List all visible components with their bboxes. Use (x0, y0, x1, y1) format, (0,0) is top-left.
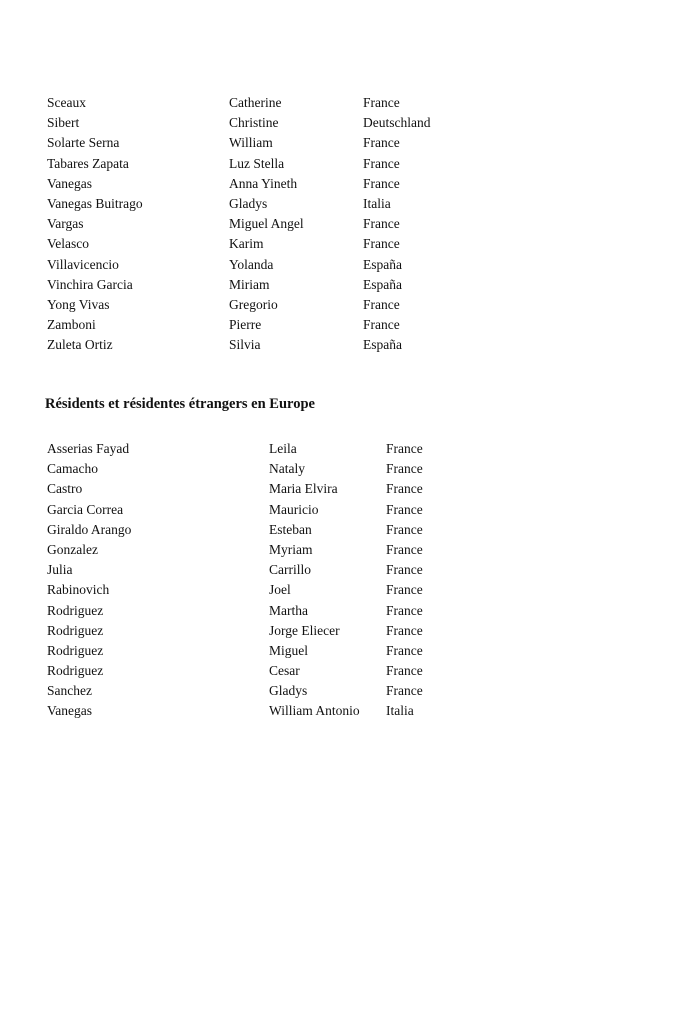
given-name-cell: Yolanda (229, 256, 274, 272)
country-cell: España (363, 337, 402, 353)
given-name-cell: Esteban (269, 521, 312, 537)
country-cell: France (363, 296, 400, 312)
table-row (0, 681, 684, 701)
table-row (0, 439, 684, 459)
country-cell: France (363, 317, 400, 333)
given-name-cell: Miriam (229, 276, 270, 292)
given-name-cell: Carrillo (269, 562, 311, 578)
country-cell: France (386, 481, 423, 497)
table-row (0, 540, 684, 560)
given-name-cell: Catherine (229, 95, 282, 110)
names-table-foreign-residents (0, 439, 684, 722)
surname-cell: Julia (47, 562, 73, 578)
table-row (0, 661, 684, 681)
given-name-cell: Leila (269, 441, 297, 456)
table-row (0, 335, 684, 355)
given-name-cell: Jorge Eliecer (269, 622, 340, 638)
surname-cell: Sibert (47, 115, 80, 131)
table-row (0, 154, 684, 174)
country-cell: France (386, 441, 423, 456)
given-name-cell: Luz Stella (229, 155, 285, 171)
surname-cell: Vargas (47, 216, 84, 232)
given-name-cell: Gladys (269, 683, 308, 699)
country-cell: España (363, 276, 402, 292)
surname-cell: Rodriguez (47, 622, 104, 638)
table-row (0, 520, 684, 540)
table-row (0, 601, 684, 621)
country-cell: España (363, 256, 402, 272)
surname-cell: Zuleta Ortiz (47, 337, 113, 353)
surname-cell: Vanegas (47, 703, 92, 719)
given-name-cell: Gregorio (229, 296, 278, 312)
given-name-cell: Martha (269, 602, 308, 618)
table-row (0, 113, 684, 133)
surname-cell: Giraldo Arango (47, 521, 132, 537)
surname-cell: Yong Vivas (47, 296, 110, 312)
given-name-cell: Anna Yineth (229, 175, 298, 191)
given-name-cell: Silvia (229, 337, 261, 353)
table-row (0, 560, 684, 580)
country-cell: France (386, 521, 423, 537)
section-heading-foreign-residents: Résidents et résidentes étrangers en Europe (45, 396, 315, 412)
country-cell: France (386, 622, 423, 638)
surname-cell: Sceaux (47, 95, 86, 110)
surname-cell: Garcia Correa (47, 501, 124, 517)
surname-cell: Zamboni (47, 317, 96, 333)
table-row (0, 214, 684, 234)
country-cell: France (386, 602, 423, 618)
given-name-cell: Pierre (229, 317, 262, 333)
table-row (0, 479, 684, 499)
country-cell: France (386, 562, 423, 578)
names-table-top (0, 93, 684, 355)
country-cell: Italia (363, 195, 391, 211)
surname-cell: Camacho (47, 461, 98, 477)
country-cell: France (363, 155, 400, 171)
country-cell: France (386, 582, 423, 598)
given-name-cell: Gladys (229, 195, 268, 211)
country-cell: France (363, 95, 400, 110)
table-row (0, 315, 684, 335)
table-row (0, 459, 684, 479)
surname-cell: Vanegas (47, 175, 92, 191)
surname-cell: Asserias Fayad (47, 441, 130, 456)
country-cell: France (363, 216, 400, 232)
given-name-cell: Cesar (269, 663, 300, 679)
surname-cell: Rodriguez (47, 642, 104, 658)
surname-cell: Rodriguez (47, 663, 104, 679)
country-cell: France (386, 461, 423, 477)
given-name-cell: Myriam (269, 541, 313, 557)
country-cell: France (363, 236, 400, 252)
given-name-cell: Nataly (269, 461, 305, 477)
given-name-cell: William (229, 135, 273, 151)
surname-cell: Vinchira Garcia (47, 276, 133, 292)
surname-cell: Rodriguez (47, 602, 104, 618)
surname-cell: Solarte Serna (47, 135, 120, 151)
country-cell: France (386, 683, 423, 699)
country-cell: France (386, 541, 423, 557)
given-name-cell: William Antonio (269, 703, 360, 719)
given-name-cell: Miguel Angel (229, 216, 304, 232)
table-row (0, 580, 684, 600)
surname-cell: Rabinovich (47, 582, 110, 598)
table-row (0, 234, 684, 254)
given-name-cell: Joel (269, 582, 291, 598)
surname-cell: Gonzalez (47, 541, 98, 557)
country-cell: France (386, 663, 423, 679)
country-cell: France (386, 642, 423, 658)
country-cell: Italia (386, 703, 414, 719)
country-cell: France (363, 175, 400, 191)
surname-cell: Tabares Zapata (47, 155, 129, 171)
given-name-cell: Karim (229, 236, 264, 252)
surname-cell: Sanchez (47, 683, 92, 699)
table-row (0, 194, 684, 214)
surname-cell: Vanegas Buitrago (47, 195, 143, 211)
surname-cell: Villavicencio (47, 256, 119, 272)
table-row (0, 255, 684, 275)
country-cell: France (363, 135, 400, 151)
country-cell: Deutschland (363, 115, 431, 131)
table-row (0, 295, 684, 315)
given-name-cell: Maria Elvira (269, 481, 338, 497)
table-row (0, 93, 684, 113)
given-name-cell: Christine (229, 115, 279, 131)
given-name-cell: Mauricio (269, 501, 319, 517)
table-row (0, 174, 684, 194)
table-row (0, 641, 684, 661)
surname-cell: Velasco (47, 236, 89, 252)
table-row (0, 701, 684, 721)
surname-cell: Castro (47, 481, 83, 497)
country-cell: France (386, 501, 423, 517)
table-row (0, 500, 684, 520)
given-name-cell: Miguel (269, 642, 308, 658)
table-row (0, 275, 684, 295)
table-row (0, 621, 684, 641)
table-row (0, 133, 684, 153)
